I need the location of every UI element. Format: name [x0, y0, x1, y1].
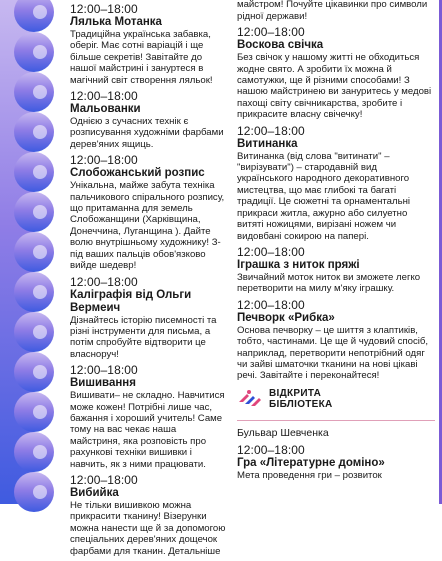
event-entry: [237, 246, 435, 295]
event-title: Воскова свічка: [237, 39, 324, 52]
event-time: 12:00–18:00: [70, 274, 138, 289]
left-entries: [70, 0, 226, 561]
logo-line-2: БІБЛІОТЕКА: [269, 398, 333, 410]
event-entry: [70, 3, 226, 86]
event-entry: [237, 299, 435, 382]
event-title: Печворк «Рибка»: [237, 311, 335, 324]
event-description: Без свічок у нашому житті не обходиться жодне свято. А зробити їх можна й самотужки, ще й різними способами! З нашою майстринею ви зануритесь у медові пахощі світу свічникарства, зробите і прикрасите власну свічечку!: [237, 52, 432, 121]
location-label: Бульвар Шевченка: [237, 426, 329, 439]
event-title: Витинанка: [237, 137, 298, 150]
event-description: Не тільки вишивкою можна прикрасити тканину! Візерунки можна нанести ще й за допомогою спеціальних дерев'яних дощечок фарбами для тканин. Детальніше: [70, 499, 226, 557]
event-description: Унікальна, майже забута техніка пальчикового спірального розпису, що притаманна для земель Слобожанщини (Харківщина, Донеччина, Луганщина ). Дайте волю внутрішньому художнику! З-під ваших пальців обов'язково вийде шедевр!: [70, 180, 225, 272]
event-title: Іграшка з ниток пряжі: [237, 258, 360, 271]
event-entry: [70, 364, 226, 470]
right-entries: [237, 0, 435, 485]
event-entry: [237, 125, 435, 242]
event-title: Вишивання: [70, 377, 136, 390]
logo-wordmark: [269, 388, 333, 410]
event-title: Слобожанський розпис: [70, 167, 205, 180]
open-library-logo: [237, 388, 435, 410]
event-description: Звичайний моток ниток ви зможете легко перетворити на милу м'яку іграшку.: [237, 271, 421, 295]
event-time: 12:00–18:00: [237, 25, 305, 40]
event-description: Мета проведення гри – розвиток: [237, 469, 382, 481]
location-label: [70, 0, 226, 1]
event-time: 12:00–18:00: [237, 244, 305, 259]
event-description: Вишивати– не складно. Навчитися може кожен! Потрібні лише час, бажання і хороший учитель! Саме тому на вас чекає наша майстриня, яка розповість про рахункові техніки вишивки і навчить, як з ними працювати.: [70, 390, 225, 470]
event-entry: [70, 90, 226, 150]
logo-line-1: ВІДКРИТА: [269, 387, 322, 399]
right-column: [231, 0, 442, 504]
event-entry: [70, 474, 226, 557]
event-description: Дізнайтесь історію писемності та різні інструменти для письма, а потім спробуйте відтворити це власноруч!: [70, 314, 217, 360]
library-logo-icon: [237, 388, 265, 410]
event-time: 12:00–18:00: [70, 363, 138, 378]
event-description: Традиційна українська забавка, оберіг. Має сотні варіацій і ще більше секретів! Завітайте до нашої майстрині і зануртеся в магічний світ створення ляльок!: [70, 29, 213, 86]
event-entry: [237, 444, 435, 481]
event-time: 12:00–18:00: [70, 153, 138, 168]
event-description: Витинанка (від слова "витинати" – "вирізувати") – стародавній вид українського народного декоративного мистецтва, що має глибокі та багаті традиції. Це сюжетні та орнаментальні прикраси житла, ажурно або силуетно витяті ножицями, вирізані ножем чи видовбані сокирою на папері.: [237, 150, 411, 242]
event-time: 12:00–18:00: [70, 89, 138, 104]
event-title: Мальованки: [70, 103, 141, 116]
event-entry: [237, 26, 435, 120]
event-title: Лялька Мотанка: [70, 16, 162, 28]
event-title: Вибийка: [70, 486, 119, 499]
event-title: Каліграфія від Ольги Вермеич: [70, 288, 192, 314]
event-entry: [70, 276, 226, 361]
decorative-scalloped-strip: [0, 0, 60, 504]
event-time: 12:00–18:00: [237, 123, 305, 138]
event-title: Гра «Літературне доміно»: [237, 456, 385, 469]
event-description: Основа печворку – це шиття з клаптиків, тобто, частинами. Це ще й чудовий спосіб, наприклад, перетворити непотрібний одяг чи зайві шматочки тканини на нові цікаві речі. Завітайте і переконайтеся!: [237, 324, 429, 382]
event-time: 12:00–18:00: [237, 297, 305, 312]
event-time: 12:00–18:00: [70, 2, 138, 16]
section-divider: [237, 420, 435, 421]
event-time: 12:00–18:00: [237, 442, 305, 457]
event-time: 12:00–18:00: [70, 472, 138, 487]
event-description: Однією з сучасних технік є розписування художніми фарбами дерев'яних ящиць.: [70, 116, 224, 150]
intro-text: майстром! Почуйте цікавинки про символи рідної держави!: [237, 0, 428, 22]
event-entry: [70, 154, 226, 271]
